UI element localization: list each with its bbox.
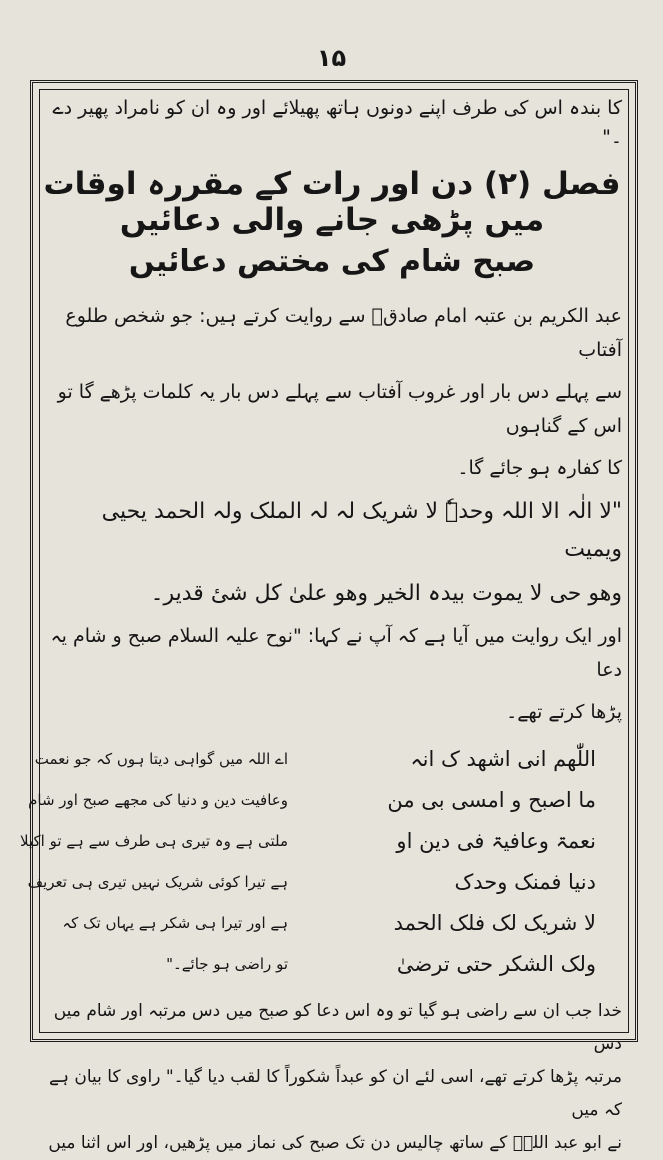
paragraph-2-line: پڑھا کرتے تھے۔ [506, 701, 622, 723]
paragraph-1-line: سے پہلے دس بار اور غروب آفتاب سے پہلے دس بار یہ کلمات پڑھے گا تو اس کے گناہوں [57, 381, 622, 437]
dua-urdu-line: ہے تیرا کوئی شریک نہیں تیری ہی تعریف [27, 873, 288, 891]
chapter-heading: فصل (۲) دن اور رات کے مقررہ اوقات میں پڑھی جانے والی دعائیں [43, 166, 621, 238]
paragraph-1-line: عبد الکریم بن عتبہ امام صادقؑ سے روایت کرتے ہیں: جو شخص طلوع آفتاب [65, 305, 622, 361]
dua-arabic-line: ما اصبح و امسی بی من [387, 788, 596, 812]
bottom-line: نے ابو عبد اللہؑ کے ساتھ چالیس دن تک صبح کی نماز میں پڑھیں، اور اس اثنا میں [48, 1133, 622, 1153]
dua-urdu-line: اے اللہ میں گواہی دیتا ہوں کہ جو نعمت [34, 750, 288, 768]
paragraph-2-line: اور ایک روایت میں آیا ہے کہ آپ نے کہا: "نوح علیہ السلام صبح و شام یہ دعا [50, 625, 622, 681]
dua-urdu-column [20, 739, 322, 985]
dua-arabic-line: لا شریک لک فلک الحمد [393, 911, 596, 935]
arabic-line: "لا الٰہ الا اللہ وحدہٗ لا شریک لہ لہ الملک ولہ الحمد یحیی ویمیت [101, 499, 622, 562]
page-number: ۱۵ [316, 44, 347, 72]
paragraph-2 [42, 619, 622, 729]
dua-columns [20, 739, 622, 985]
dua-urdu-line: ہے اور تیرا ہی شکر ہے یہاں تک کہ [62, 914, 288, 932]
arabic-line: وھو حی لا یموت بیدہ الخیر وھو علیٰ کل شیٔ قدیر۔ [150, 581, 622, 606]
paragraph-1-line: کا کفارہ ہو جائے گا۔ [457, 457, 622, 479]
dua-arabic-line: دنیا فمنک وحدک [454, 870, 596, 894]
dua-urdu-line: ملتی ہے وہ تیری ہی طرف سے ہے تو اکیلا [20, 832, 288, 850]
dua-arabic-column [322, 739, 622, 985]
bottom-line: مرتبہ پڑھا کرتے تھے، اسی لئے ان کو عبداً شکوراً کا لقب دیا گیا۔" راوی کا بیان ہے کہ میں [49, 1067, 622, 1120]
bottom-line: خدا جب ان سے راضی ہو گیا تو وہ اس دعا کو صبح میں دس مرتبہ اور شام میں دس [53, 1001, 622, 1054]
dua-urdu-line: تو راضی ہو جائے۔" [166, 955, 288, 973]
dua-arabic-line: ولک الشکر حتی ترضیٰ [396, 952, 596, 976]
dua-arabic-line: نعمۃ وعافیۃ فی دین او [396, 829, 596, 853]
arabic-text [42, 493, 622, 613]
paragraph-1 [42, 299, 622, 485]
top-line: کا بندہ اس کی طرف اپنے دونوں ہاتھ پھیلائے اور وہ ان کو نامراد پھیر دے ۔" [52, 97, 622, 148]
dua-urdu-line: وعافیت دین و دنیا کی مجھے صبح اور شام [28, 791, 288, 809]
section-subheading: صبح شام کی مختص دعائیں [128, 244, 536, 279]
dua-arabic-line: اللّٰھم انی اشھد ک انہ [410, 747, 596, 771]
page-content [20, 94, 622, 1160]
bottom-paragraph [42, 995, 622, 1160]
